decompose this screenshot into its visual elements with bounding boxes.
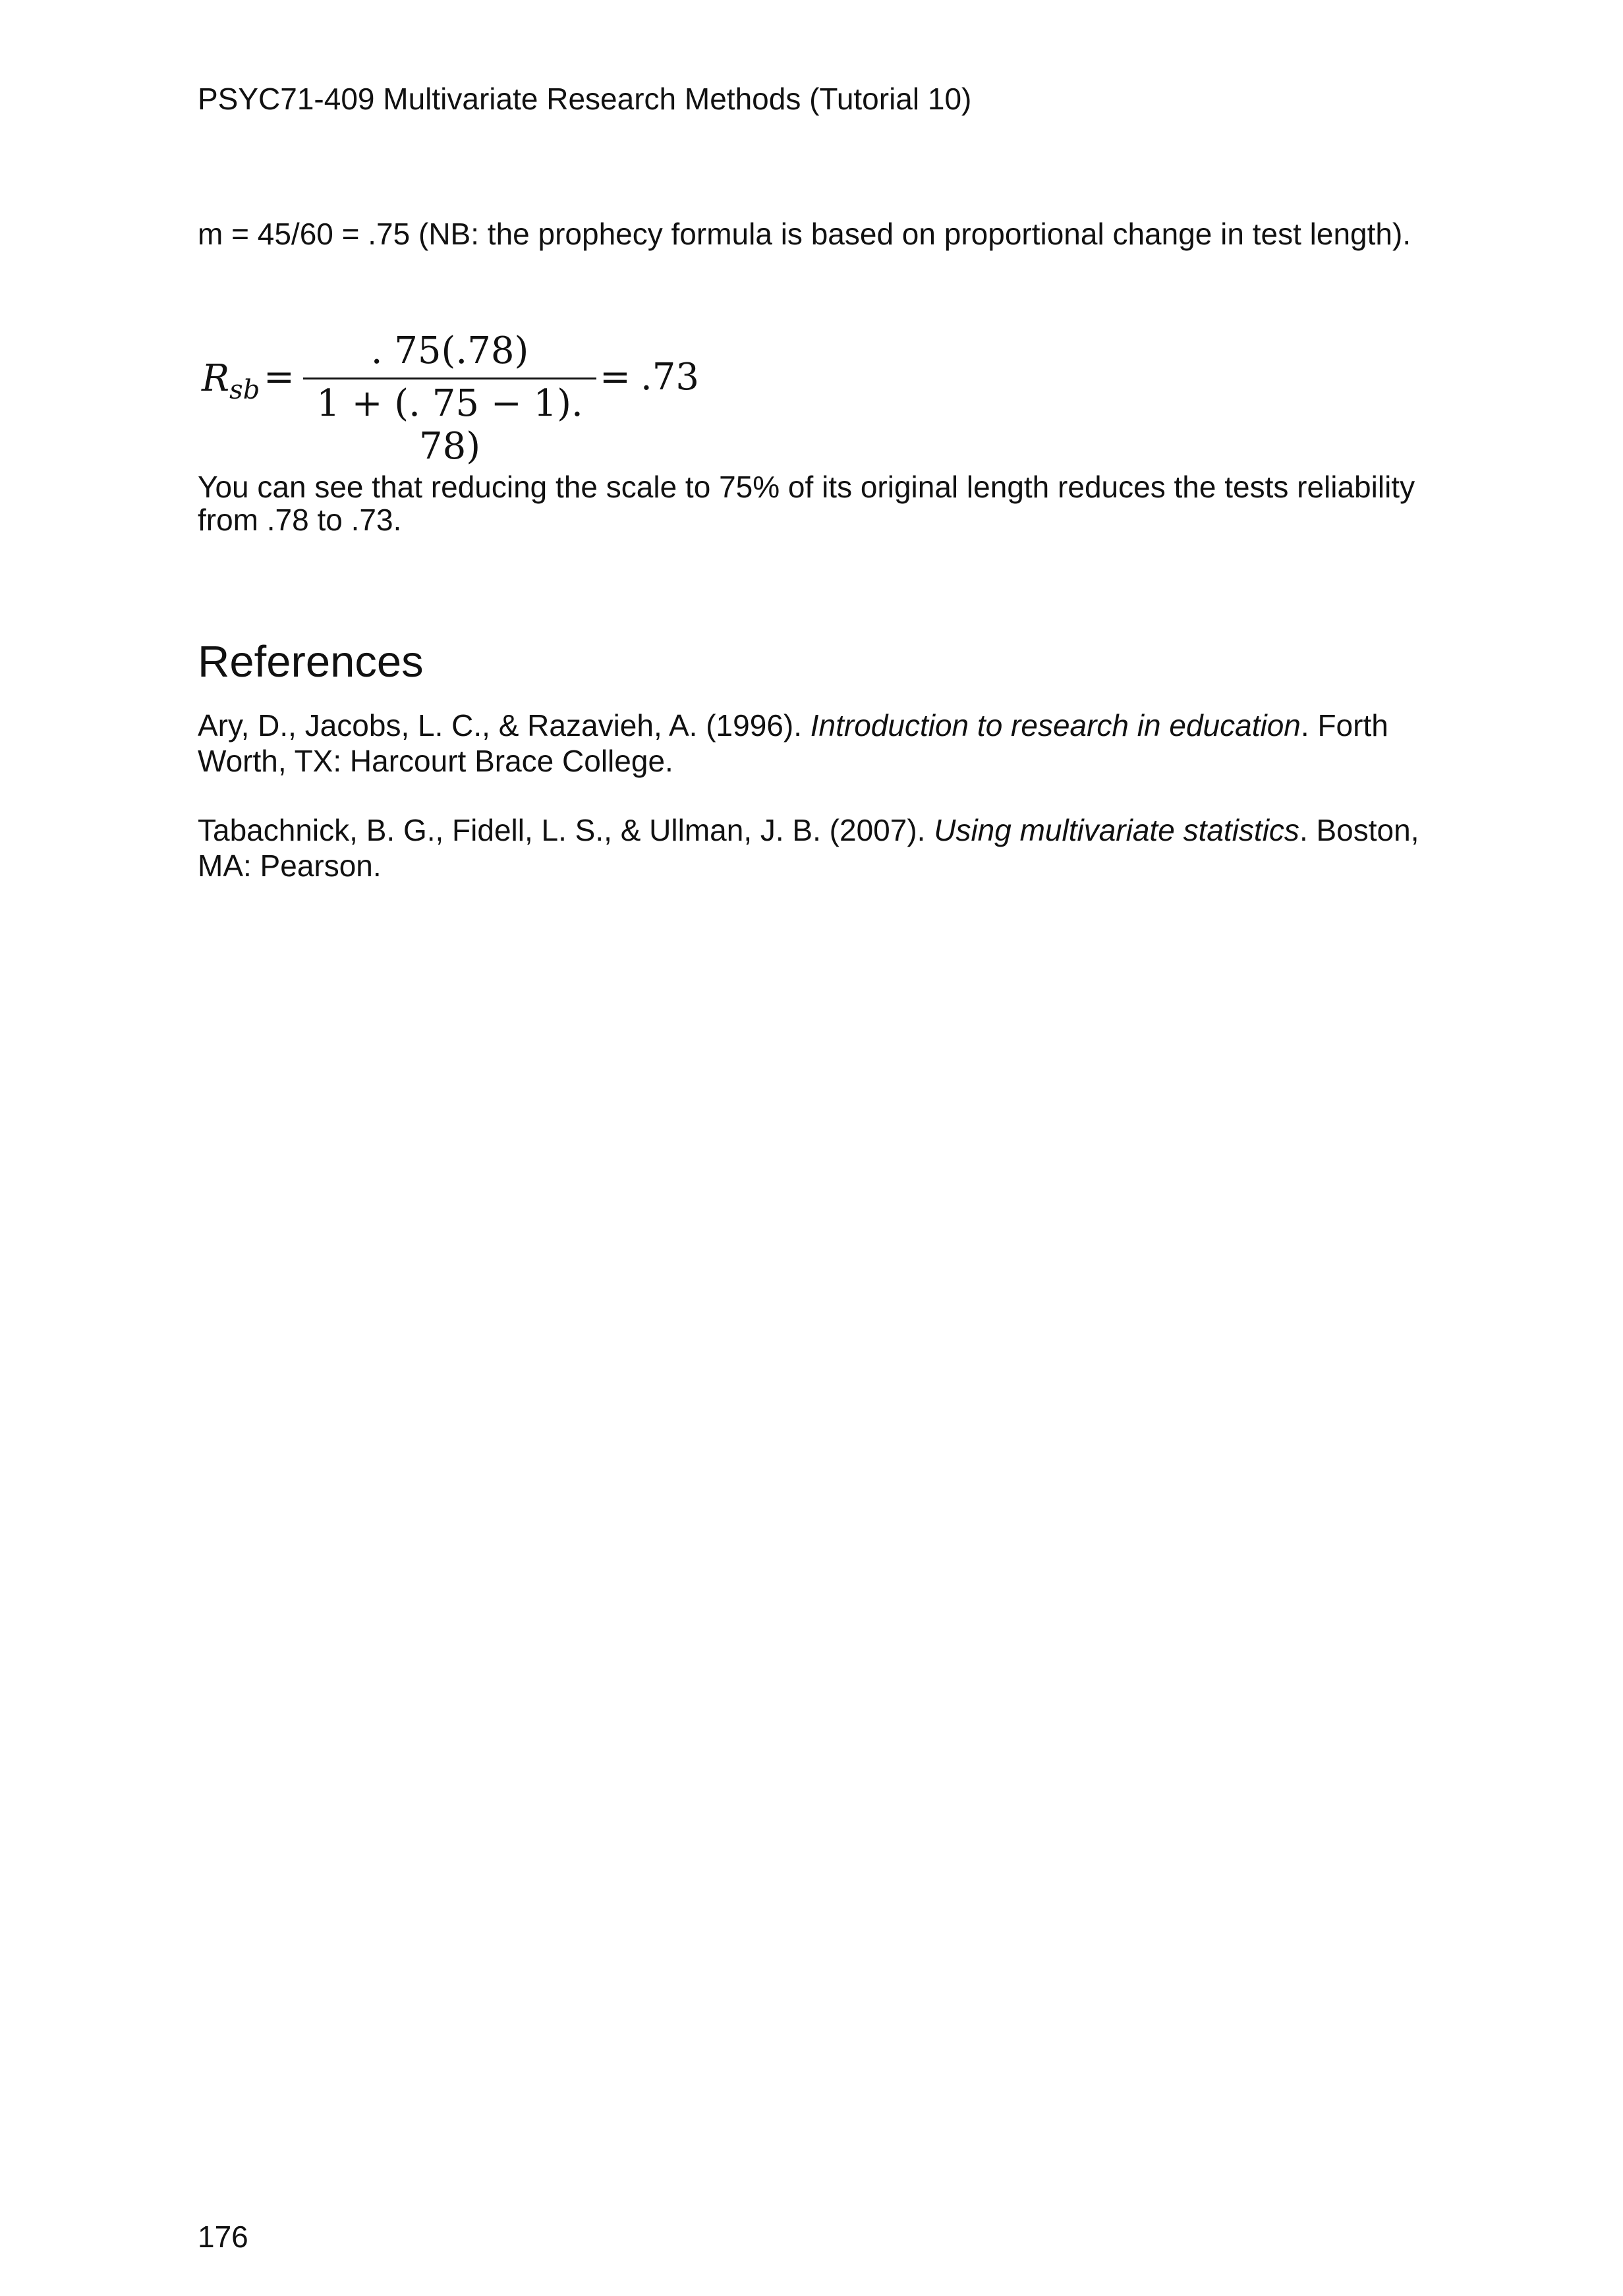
formula-denominator: 1 + (. 75 − 1). 78) <box>316 382 583 468</box>
reference-title: Using multivariate statistics <box>934 813 1299 847</box>
formula-result: .73 <box>641 356 700 399</box>
formula-lhs-subscript: sb <box>229 375 260 406</box>
reference-authors: Ary, D., Jacobs, L. C., & Razavieh, A. (1996). <box>198 708 811 742</box>
reference-entry <box>198 708 1450 779</box>
reference-authors: Tabachnick, B. G., Fidell, L. S., & Ullman, J. B. (2007). <box>198 813 934 847</box>
reference-title: Introduction to research in education <box>810 708 1301 742</box>
page-header: PSYC71-409 Multivariate Research Methods (Tutorial 10) <box>198 82 972 116</box>
spearman-brown-formula <box>198 329 764 468</box>
formula-equals-sign-result: = <box>600 356 631 399</box>
reference-publisher: . Forth Worth, TX: Harcourt Brace College. <box>198 708 1388 778</box>
references-heading: References <box>198 637 424 686</box>
reference-publisher: . Boston, MA: Pearson. <box>198 813 1419 883</box>
formula-fraction-bar <box>303 378 596 379</box>
page-number: 176 <box>198 2220 248 2254</box>
formula-equals-sign: = <box>264 356 295 399</box>
reference-entry <box>198 812 1450 883</box>
formula-numerator: . 75(.78) <box>370 329 529 372</box>
formula-lhs <box>202 357 260 405</box>
formula-lhs-base: R <box>202 357 230 400</box>
reliability-paragraph: You can see that reducing the scale to 75% of its original length reduces the tests reliability from .78 to .73. <box>198 470 1415 537</box>
prophecy-ratio-paragraph: m = 45/60 = .75 (NB: the prophecy formula is based on proportional change in test length). <box>198 217 1411 251</box>
